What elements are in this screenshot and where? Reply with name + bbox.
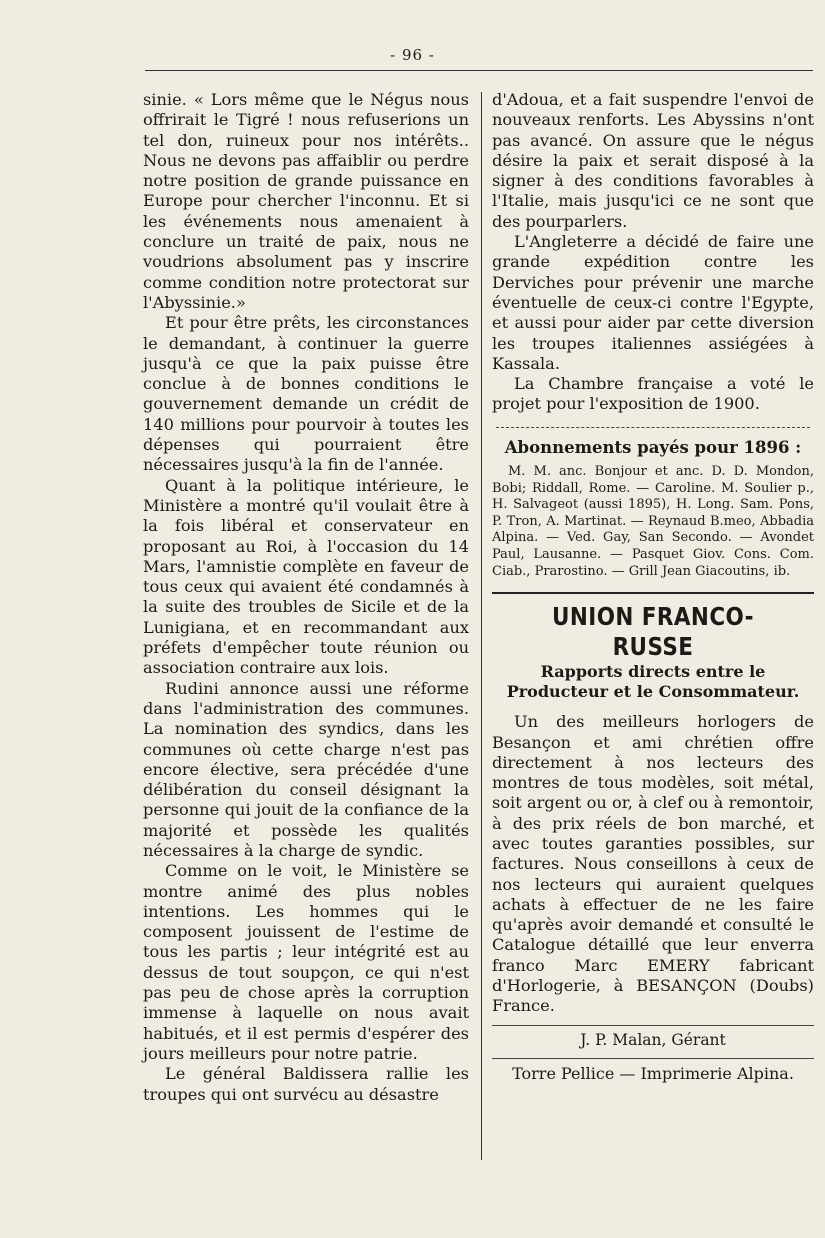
left-paragraph-2: Et pour être prêts, les circonstances le demandant, à continuer la guerre jusqu'à ce que la paix puisse être conclue à de bonnes conditions le gouvernement demande un crédit de 140 millions pour pourvoir à toutes les dépenses qui pourraient être nécessaires jusqu'à la fin de l'année. — [143, 313, 469, 475]
left-paragraph-6: Le général Baldissera rallie les troupes qui ont survécu au désastre — [143, 1064, 469, 1104]
advert-body: Un des meilleurs horlogers de Besançon et ami chrétien offre directement à nos lecteurs des montres de tous modèles, soit métal, soit argent ou or, à clef ou à remontoir, à des prix réels de bon marché, et avec toutes garanties possibles, sur factures. Nous conseillons à ceux de nos lecteurs qui auraient quelques achats à effectuer de ne les faire qu'après avoir demandé et consulté le Catalogue détaillé que leur enverra franco Marc EMERY fabricant d'Horlogerie, à BESANÇON (Doubs) France. — [492, 712, 814, 1016]
gerant-line: J. P. Malan, Gérant — [580, 1030, 726, 1049]
header-rule — [145, 70, 813, 71]
left-paragraph-1: sinie. « Lors même que le Négus nous offrirait le Tigré ! nous refuserions un tel don, ruineux pour nos intérêts.. Nous ne devons pas affaiblir ou perdre notre position de grande puissance en Europe pour chercher l'inconnu. Et si les événements nous amenaient à conclure un traité de paix, nous ne voudrions absolument pas y inscrire comme condition notre protectorat sur l'Abyssinie.» — [143, 90, 469, 312]
right-paragraph-2: L'Angleterre a décidé de faire une grande expédition contre les Derviches pour prévenir une marche éventuelle de ceux-ci contre l'Egypte, et aussi pour aider par cette diversion les troupes italiennes assiégées à Kassala. — [492, 232, 814, 373]
advert-headline: UNION FRANCO-RUSSE — [551, 602, 755, 662]
right-paragraph-1: d'Adoua, et a fait suspendre l'envoi de nouveaux renforts. Les Abyssins n'ont pas avancé. On assure que le négus désire la paix et serait disposé à la signer à des conditions favorables à l'Italie, mais jusqu'ici ce ne sont que des pourparlers. — [492, 90, 814, 231]
page-number: - 96 - — [390, 46, 435, 64]
abonnements-title: Abonnements payés pour 1896 : — [504, 437, 802, 457]
left-paragraph-3: Quant à la politique intérieure, le Ministère a montré qu'il voulait être à la fois libéral et conservateur en proposant au Roi, à l'occasion du 14 Mars, l'amnistie complète en faveur de tous ceux qui avaient été condamnés à la suite des troubles de Sicile et de la Lunigiana, et en recommandant aux préfets d'empêcher toute réunion ou association contraire aux lois. — [143, 475, 469, 678]
abonnements-list: M. M. anc. Bonjour et anc. D. D. Mondon, Bobi; Riddall, Rome. — Caroline. M. Soulier p., H. Salvageot (aussi 1895), H. Long. Sam. Pons, P. Tron, A. Martinat. — Reynaud B.meo, Abbadia Alpina. — Ved. Gay, San Secondo. — Avondet Paul, Lausanne. — Pasquet Giov. Cons. Com. Ciab., Prarostino. — Grill Jean Giacoutins, ib. — [492, 464, 814, 579]
column-divider — [481, 92, 482, 1160]
section-divider — [496, 427, 810, 428]
right-paragraph-3: La Chambre française a voté le projet pour l'exposition de 1900. — [492, 374, 814, 414]
right-column — [492, 90, 814, 1085]
imprimerie-rule — [492, 1058, 814, 1059]
left-paragraph-5: Comme on le voit, le Ministère se montre animé des plus nobles intentions. Les hommes qui le composent jouissent de l'estime de tous les partis ; leur intégrité est au dessus de tout soupçon, ce qui n'est pas peu de chose après la corruption immense à laquelle on nous avait habitués, et il est permis d'espérer des jours meilleurs pour notre patrie. — [143, 861, 469, 1063]
left-column — [143, 90, 469, 1105]
advert-divider — [492, 592, 814, 594]
left-paragraph-4: Rudini annonce aussi une réforme dans l'administration des communes. La nomination des syndics, dans les communes où cette charge n'est pas encore élective, sera précédée d'une délibération du conseil désignant la personne qui jouit de la confiance de la majorité et possède les qualités nécessaires à la charge de syndic. — [143, 678, 469, 860]
advert-subheadline: Rapports directs entre le Producteur et le Consommateur. — [506, 662, 800, 702]
gerant-rule — [492, 1025, 814, 1026]
imprimerie-line: Torre Pellice — Imprimerie Alpina. — [512, 1063, 794, 1083]
